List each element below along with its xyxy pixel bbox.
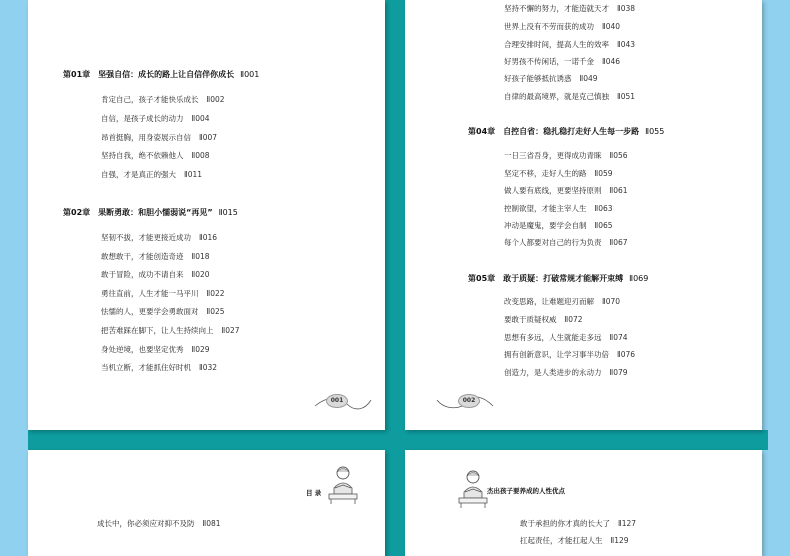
chapter-title: 第05章 敢于质疑：打破常规才能解开束缚	[468, 274, 624, 283]
entry-title: 敢于冒险，成功不请自来	[101, 270, 184, 279]
toc-entry	[504, 314, 583, 325]
section-header-label: 杰出孩子要养成的人性优点	[487, 487, 565, 495]
entry-page-number: Ⅱ007	[199, 133, 218, 142]
entry-title: 肯定自己，孩子才能快乐成长	[101, 95, 199, 104]
entry-page-number: Ⅱ076	[617, 350, 636, 359]
entry-title: 一日三省吾身，更得成功青睐	[504, 151, 602, 160]
entry-page-number: Ⅱ049	[579, 74, 598, 83]
toc-entry	[101, 150, 210, 161]
child-reading-illustration	[323, 464, 363, 504]
toc-entry	[504, 203, 613, 214]
toc-entry	[504, 21, 620, 32]
entry-page-number: Ⅱ059	[594, 169, 613, 178]
entry-page-number: Ⅱ079	[609, 368, 628, 377]
entry-title: 坚定不移，走好人生的路	[504, 169, 587, 178]
entry-page-number: Ⅱ070	[602, 297, 621, 306]
chapter-title: 第02章 果断勇敢：和胆小懦弱说“再见”	[63, 208, 213, 217]
entry-page-number: Ⅱ056	[609, 151, 628, 160]
chapter-05-heading	[468, 273, 648, 284]
page-number-badge: 002	[458, 394, 480, 408]
toc-entry	[504, 56, 620, 67]
entry-page-number: Ⅱ025	[206, 307, 225, 316]
entry-page-number: Ⅱ061	[609, 186, 628, 195]
entry-page-number: Ⅱ081	[202, 519, 221, 528]
toc-entry	[520, 535, 629, 546]
entry-title: 好男孩不传闲话，一诺千金	[504, 57, 594, 66]
toc-entry	[504, 349, 635, 360]
chapter-page-number: Ⅱ001	[240, 70, 260, 79]
entry-page-number: Ⅱ065	[594, 221, 613, 230]
entry-title: 成长中，你必须应对抑不及防	[97, 519, 195, 528]
entry-page-number: Ⅱ063	[594, 204, 613, 213]
chapter-title: 第01章 坚强自信：成长的路上让自信伴你成长	[63, 70, 235, 79]
toc-entry	[504, 332, 628, 343]
entry-title: 扛起责任，才能扛起人生	[520, 536, 603, 545]
toc-entry	[504, 3, 635, 14]
teal-band-top	[385, 0, 405, 446]
entry-page-number: Ⅱ043	[617, 40, 636, 49]
toc-entry	[504, 220, 613, 231]
toc-entry	[504, 237, 628, 248]
entry-title: 做人要有底线，更要坚持原则	[504, 186, 602, 195]
chapter-page-number: Ⅱ069	[629, 274, 649, 283]
entry-page-number: Ⅱ004	[191, 114, 210, 123]
toc-entry	[101, 306, 225, 317]
entry-page-number: Ⅱ002	[206, 95, 225, 104]
chapter-02-heading	[63, 207, 238, 218]
entry-page-number: Ⅱ072	[564, 315, 583, 324]
entry-title: 自强，才是真正的强大	[101, 170, 176, 179]
chapter-title: 第04章 自控自省：稳扎稳打走好人生每一步路	[468, 127, 640, 136]
entry-title: 自信，是孩子成长的动力	[101, 114, 184, 123]
entry-title: 坚持自我，绝不依赖他人	[101, 151, 184, 160]
toc-page-bottom-right	[405, 450, 762, 556]
toc-entry	[101, 362, 217, 373]
toc-entry	[97, 518, 221, 529]
toc-entry	[504, 73, 598, 84]
entry-title: 敢想敢干，才能创造奇迹	[101, 252, 184, 261]
entry-page-number: Ⅱ038	[617, 4, 636, 13]
entry-title: 改变思路，让难题迎刃而解	[504, 297, 594, 306]
toc-entry	[101, 344, 210, 355]
entry-title: 怯懦的人，更要学会勇敢面对	[101, 307, 199, 316]
toc-entry	[504, 39, 635, 50]
entry-page-number: Ⅱ029	[191, 345, 210, 354]
chapter-page-number: Ⅱ055	[645, 127, 665, 136]
chapter-04-heading	[468, 126, 664, 137]
toc-page-left	[28, 0, 385, 430]
entry-page-number: Ⅱ020	[191, 270, 210, 279]
entry-page-number: Ⅱ011	[184, 170, 203, 179]
entry-title: 合理安排时间，提高人生的效率	[504, 40, 609, 49]
chapter-01-heading	[63, 69, 259, 80]
entry-title: 世界上没有不劳而获的成功	[504, 22, 594, 31]
entry-page-number: Ⅱ016	[199, 233, 218, 242]
toc-entry	[504, 91, 635, 102]
toc-entry	[504, 367, 628, 378]
entry-page-number: Ⅱ067	[609, 238, 628, 247]
entry-title: 敢于承担的你才真的长大了	[520, 519, 610, 528]
page-number-badge: 001	[326, 394, 348, 408]
entry-title: 控制欲望，才能主宰人生	[504, 204, 587, 213]
toc-entry	[101, 251, 210, 262]
entry-title: 好孩子能够抵抗诱惑	[504, 74, 572, 83]
toc-entry	[101, 269, 210, 280]
toc-entry	[101, 325, 240, 336]
toc-page-bottom-left	[28, 450, 385, 556]
entry-title: 坚韧不拔，才能更接近成功	[101, 233, 191, 242]
teal-band-bottom	[385, 446, 405, 556]
entry-title: 拥有创新意识，让学习事半功倍	[504, 350, 609, 359]
entry-title: 把苦难踩在脚下，让人生持续向上	[101, 326, 214, 335]
entry-page-number: Ⅱ046	[602, 57, 621, 66]
entry-page-number: Ⅱ027	[221, 326, 240, 335]
entry-page-number: Ⅱ074	[609, 333, 628, 342]
entry-title: 每个人都要对自己的行为负责	[504, 238, 602, 247]
entry-page-number: Ⅱ018	[191, 252, 210, 261]
toc-entry	[504, 168, 613, 179]
entry-title: 勇往直前，人生才能一马平川	[101, 289, 199, 298]
entry-page-number: Ⅱ051	[617, 92, 636, 101]
entry-title: 思想有多远，人生就能走多远	[504, 333, 602, 342]
entry-title: 要敢于质疑权威	[504, 315, 557, 324]
entry-title: 昂首挺胸，用身姿展示自信	[101, 133, 191, 142]
entry-page-number: Ⅱ127	[618, 519, 637, 528]
entry-page-number: Ⅱ040	[602, 22, 621, 31]
entry-title: 坚持不懈的努力，才能造就天才	[504, 4, 609, 13]
toc-entry	[520, 518, 636, 529]
entry-page-number: Ⅱ032	[199, 363, 218, 372]
toc-entry	[101, 113, 210, 124]
toc-entry	[101, 169, 202, 180]
toc-entry	[101, 288, 225, 299]
entry-page-number: Ⅱ129	[610, 536, 629, 545]
entry-title: 身处逆境，也要坚定优秀	[101, 345, 184, 354]
toc-entry	[504, 296, 620, 307]
entry-title: 冲动是魔鬼，要学会自制	[504, 221, 587, 230]
chapter-page-number: Ⅱ015	[218, 208, 238, 217]
entry-page-number: Ⅱ008	[191, 151, 210, 160]
entry-title: 当机立断，才能抓住好时机	[101, 363, 191, 372]
section-header-label: 目 录	[306, 489, 322, 497]
toc-entry	[101, 132, 217, 143]
toc-page-right	[405, 0, 762, 430]
toc-entry	[504, 150, 628, 161]
entry-title: 创造力，是人类进步的永动力	[504, 368, 602, 377]
toc-entry	[101, 94, 225, 105]
entry-page-number: Ⅱ022	[206, 289, 225, 298]
toc-entry	[504, 185, 628, 196]
toc-entry	[101, 232, 217, 243]
entry-title: 自律的最高境界，就是克己慎独	[504, 92, 609, 101]
